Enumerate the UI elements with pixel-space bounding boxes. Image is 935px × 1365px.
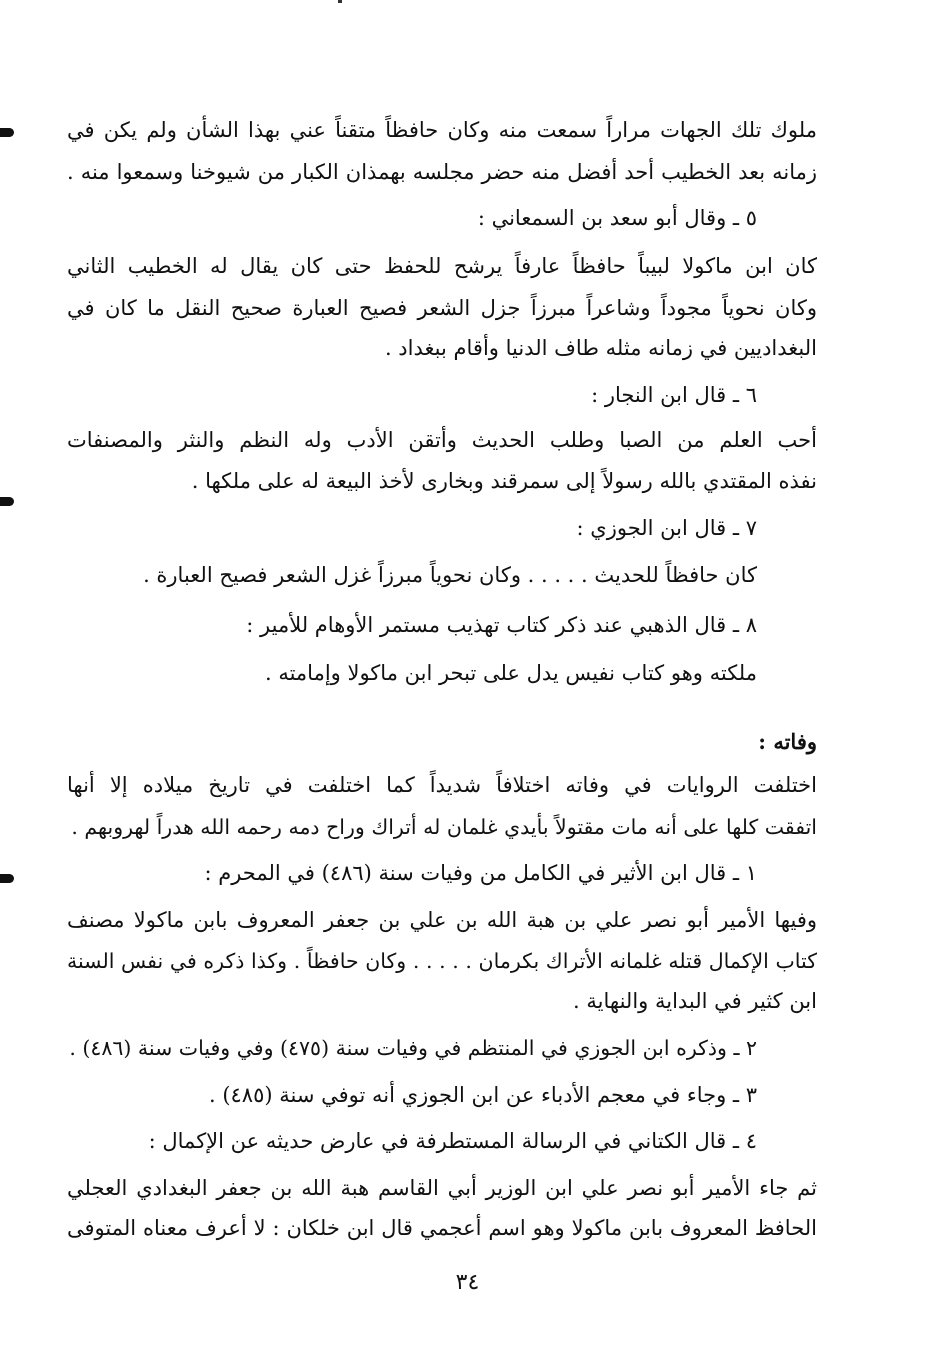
quote-heading: ١ ـ قال ابن الأثير في الكامل من وفيات سنة (٤٨٦) في المحرم : [204, 861, 757, 885]
text-line: اختلفت الروايات في وفاته اختلافاً شديداً كما اختلفت في تاريخ ميلاده إلا أنها [67, 773, 817, 797]
text-line: وفيها الأمير أبو نصر علي بن هبة الله بن علي بن جعفر المعروف بابن ماكولا مصنف [67, 908, 817, 932]
quote-heading: ٢ ـ وذكره ابن الجوزي في المنتظم في وفيات سنة (٤٧٥) وفي وفيات سنة (٤٨٦) . [69, 1036, 757, 1060]
text-line: وكان نحوياً مجوداً وشاعراً مبرزاً جزل الشعر فصيح العبارة صحيح النقل ما كان في [67, 296, 817, 320]
quote-text: ملكته وهو كتاب نفيس يدل على تبحر ابن ماكولا وإمامته . [264, 661, 757, 685]
text-line: ثم جاء الأمير أبو نصر علي ابن الوزير أبي القاسم هبة الله بن جعفر البغدادي العجلي [67, 1176, 817, 1200]
margin-binding-mark [0, 497, 14, 506]
text-line: الحافظ المعروف بابن ماكولا وهو اسم أعجمي قال ابن خلكان : لا أعرف معناه المتوفى [67, 1216, 817, 1240]
text-line: اتفقت كلها على أنه مات مقتولاً بأيدي غلمان له أتراك وراح دمه رحمه الله هدراً لهروبهم . [71, 815, 817, 839]
text-line: البغداديين في زمانه مثله طاف الدنيا وأقام ببغداد . [384, 336, 817, 360]
quote-heading: ٦ ـ قال ابن النجار : [591, 383, 757, 407]
text-line: زمانه بعد الخطيب أحد أفضل منه حضر مجلسه بهمذان الكبار من شيوخنا وسمعوا منه . [67, 160, 817, 184]
quote-heading: ٤ ـ قال الكتاني في الرسالة المستطرفة في عارض حديثه عن الإكمال : [148, 1129, 757, 1153]
text-line: أحب العلم من الصبا وطلب الحديث وأتقن الأدب وله النظم والنثر والمصنفات [67, 428, 817, 452]
quote-heading: ٧ ـ قال ابن الجوزي : [576, 516, 757, 540]
text-line: كتاب الإكمال قتله غلمانه الأتراك بكرمان . . . . . وكان حافظاً . وكذا ذكره في نفس السنة [67, 949, 817, 973]
page-number: ٣٤ [455, 1270, 480, 1295]
quote-heading: ٥ ـ وقال أبو سعد بن السمعاني : [477, 206, 757, 230]
text-line: نفذه المقتدي بالله رسولاً إلى سمرقند وبخارى لأخذ البيعة له على ملكها . [191, 469, 817, 493]
quote-text: كان حافظاً للحديث . . . . . وكان نحوياً مبرزاً غزل الشعر فصيح العبارة . [143, 563, 757, 587]
section-heading: وفاته : [758, 729, 817, 754]
margin-binding-mark [0, 128, 14, 137]
text-line: ابن كثير في البداية والنهاية . [573, 989, 817, 1013]
text-line: كان ابن ماكولا لبيباً حافظاً عارفاً يرشح للحفظ حتى كان يقال له الخطيب الثاني [67, 254, 817, 278]
quote-heading: ٨ ـ قال الذهبي عند ذكر كتاب تهذيب مستمر الأوهام للأمير : [246, 613, 757, 637]
text-line: ملوك تلك الجهات مراراً سمعت منه وكان حافظاً متقناً عني بهذا الشأن ولم يكن في [67, 118, 817, 142]
scan-mark [338, 0, 342, 3]
margin-binding-mark [0, 874, 14, 883]
quote-heading: ٣ ـ وجاء في معجم الأدباء عن ابن الجوزي أنه توفي سنة (٤٨٥) . [208, 1083, 757, 1107]
